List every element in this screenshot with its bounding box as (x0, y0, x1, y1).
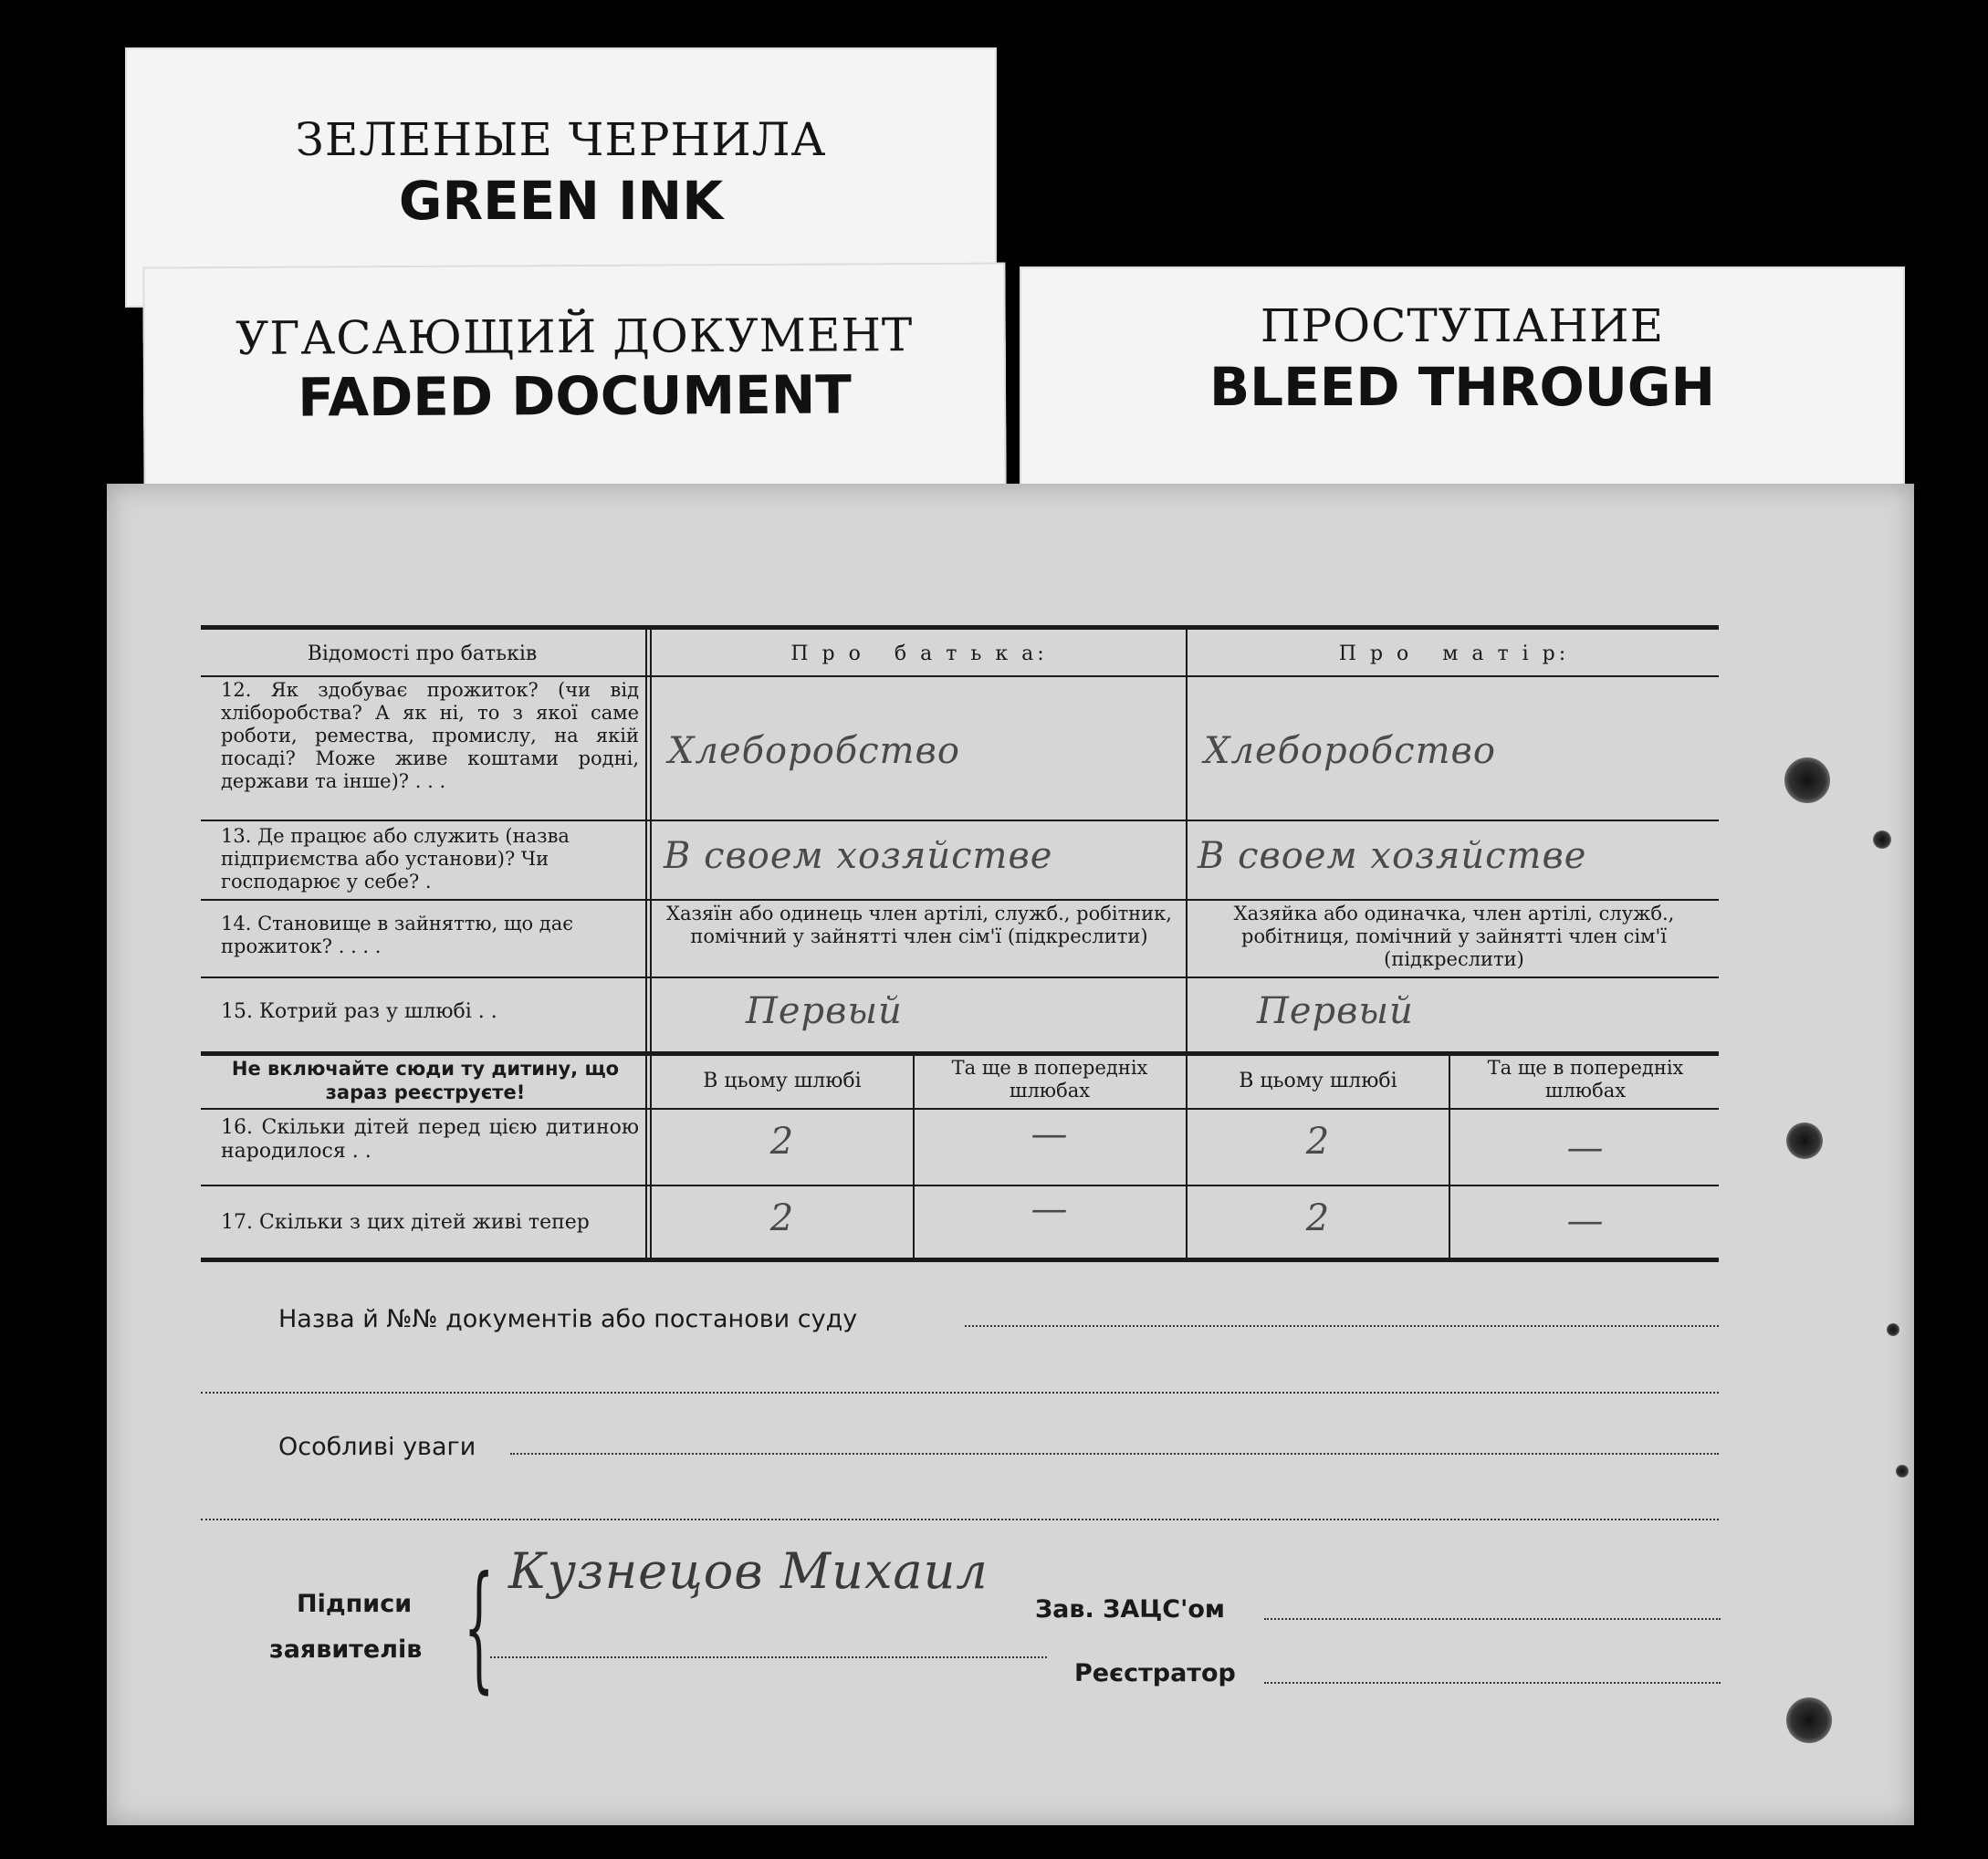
notes-label: Особливі уваги (278, 1433, 476, 1461)
row12-mother-answer: Хлеборобство (1204, 730, 1496, 772)
column-divider (1186, 630, 1188, 1259)
header-about-mother: П р о м а т і р: (1338, 642, 1570, 665)
row17-father-this: 2 (769, 1197, 795, 1239)
documents-dotted-line-2 (201, 1392, 1719, 1394)
row-rule (201, 1185, 1719, 1186)
row17-mother-this: 2 (1305, 1197, 1331, 1239)
head-of-registry-line (1264, 1618, 1721, 1620)
bleed-en-text: BLEED THROUGH (1208, 356, 1716, 418)
row-rule (201, 976, 1719, 978)
punch-hole (1786, 1697, 1832, 1743)
green-ink-en-text: GREEN INK (398, 170, 724, 232)
row15-father-answer: Первый (746, 990, 903, 1032)
column-divider (645, 630, 647, 1259)
punch-hole (1873, 830, 1891, 849)
row12-father-answer: Хлеборобство (668, 730, 960, 772)
mother-this-marriage-header: В цьому шлюбі (1239, 1070, 1397, 1092)
notes-dotted-line (510, 1453, 1719, 1455)
children-header-rule (201, 1051, 1719, 1056)
row16-father-this: 2 (769, 1121, 795, 1163)
faded-document-label-card (142, 263, 1006, 505)
registrar-label: Реєстратор (1074, 1659, 1236, 1687)
row14-question: 14. Становище в зайняттю, що дає прожиток? . . . . (221, 913, 573, 957)
row12-question: 12. Як здобуває прожиток? (чи від хліборобства? А як ні, то з якої саме роботи, ремества, промислу, на якій посаді? Може живе коштами родні, держави та інше)? . . . (221, 679, 639, 792)
row17-mother-prev: — (1566, 1200, 1605, 1242)
row14-father-options: Хазяїн або одинець член артілі, служб., робітник, помічний у зайнятті член сім'ї (підкреслити) (666, 903, 1172, 947)
row16-question: 16. Скільки дітей перед цією дитиною народилося . . (221, 1116, 639, 1163)
registrar-line (1264, 1682, 1721, 1684)
row14-mother-options: Хазяйка або одиначка, член артілі, служб., робітниця, помічний у зайнятті член сім'ї (підкреслити) (1233, 903, 1675, 970)
punch-hole (1887, 1323, 1899, 1336)
row17-question: 17. Скільки з цих дітей живі тепер (221, 1211, 590, 1234)
table-bottom-rule (201, 1258, 1719, 1262)
row16-mother-prev: — (1566, 1127, 1605, 1169)
row15-mother-answer: Первый (1257, 990, 1414, 1032)
signatures-label-line1: Підписи (297, 1590, 413, 1618)
row16-mother-this: 2 (1305, 1121, 1331, 1163)
row16-father-prev: — (1031, 1113, 1069, 1155)
column-divider (913, 1051, 915, 1259)
mother-prev-marriages-header: Та ще в попередніх шлюбах (1487, 1057, 1684, 1102)
header-rule (201, 675, 1719, 677)
father-prev-marriages-header: Та ще в попередніх шлюбах (951, 1057, 1148, 1102)
row-rule (201, 1108, 1719, 1110)
punch-hole (1786, 1123, 1823, 1159)
green-ink-ru-text: ЗЕЛЕНЫЕ ЧЕРНИЛА (295, 113, 827, 166)
header-about-father: П р о б а т ь к а: (790, 642, 1048, 665)
column-divider (1449, 1051, 1450, 1259)
children-warning: Не включайте сюди ту дитину, що зараз реєструєте! (231, 1058, 620, 1103)
documents-label: Назва й №№ документів або постанови суду (278, 1305, 858, 1333)
registration-form-page (107, 484, 1914, 1825)
row13-mother-answer: В своем хозяйстве (1198, 835, 1587, 877)
row-rule (201, 820, 1719, 821)
header-parents-info: Відомості про батьків (307, 642, 538, 665)
row15-question: 15. Котрий раз у шлюбі . . (221, 1000, 497, 1023)
bleed-ru-text: ПРОСТУПАНИЕ (1260, 299, 1665, 352)
notes-dotted-line-2 (201, 1519, 1719, 1520)
applicant-signature-line (490, 1656, 1047, 1658)
row13-father-answer: В своем хозяйстве (664, 835, 1053, 877)
applicant-signature: Кузнецов Михаил (508, 1542, 989, 1600)
row-rule (201, 899, 1719, 901)
table-top-rule (201, 625, 1719, 630)
head-of-registry-label: Зав. ЗАЦС'ом (1035, 1595, 1225, 1624)
signatures-label-line2: заявителів (269, 1635, 423, 1664)
column-divider (650, 630, 652, 1259)
father-this-marriage-header: В цьому шлюбі (703, 1070, 862, 1092)
punch-hole (1784, 757, 1830, 803)
row13-question: 13. Де працює або служить (назва підприємства або установи)? Чи господарює у себе? . (221, 825, 570, 893)
documents-dotted-line (965, 1325, 1719, 1327)
faded-ru-text: УГАСАЮЩИЙ ДОКУМЕНТ (235, 308, 914, 365)
punch-hole (1896, 1465, 1909, 1478)
bleed-through-label-card (1020, 266, 1905, 502)
faded-en-text: FADED DOCUMENT (298, 363, 852, 429)
signatures-brace: { (464, 1548, 495, 1707)
row17-father-prev: — (1031, 1188, 1069, 1230)
